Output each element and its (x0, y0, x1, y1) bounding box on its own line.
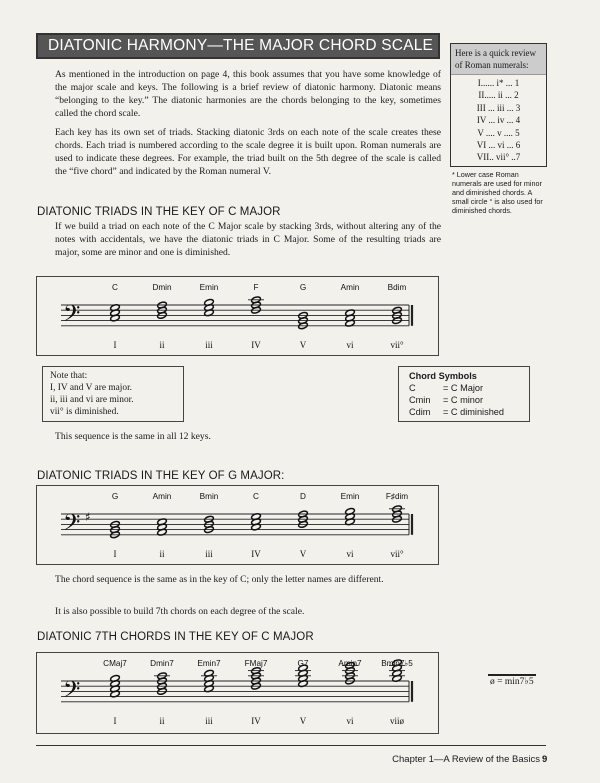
roman-review-item: VI ... vi ... 6 (476, 140, 521, 151)
chord-label: Dmin7 (150, 659, 174, 668)
chord-label: Emin7 (197, 659, 221, 668)
chord-symbol-meaning: = C Major (443, 383, 484, 393)
roman-numeral-label: V (299, 715, 307, 726)
staff-c-notation (37, 277, 437, 354)
section-c-heading: DIATONIC TRIADS IN THE KEY OF C MAJOR (37, 206, 281, 218)
page-number: 9 (542, 754, 548, 765)
chord-label: Emin (340, 492, 360, 501)
roman-review-heading: Here is a quick review of Roman numerals: (451, 44, 546, 75)
chord-symbol: C (409, 383, 416, 393)
roman-numeral-label: IV (251, 339, 261, 350)
roman-review-item: II..... ii ... 2 (478, 90, 519, 101)
roman-numeral-label: iii (205, 548, 213, 559)
chord-label: Bmin7♭5 (381, 659, 413, 668)
staff-7th-notation (37, 653, 437, 732)
chord-label: G (111, 492, 119, 501)
roman-numeral-label: I (113, 339, 117, 350)
chord-symbol-meaning: = C diminished (443, 407, 505, 417)
section-7th-heading: DIATONIC 7TH CHORDS IN THE KEY OF C MAJOR (37, 631, 314, 643)
staff-g-notation (37, 486, 437, 563)
roman-numeral-label: iii (205, 715, 213, 726)
chord-symbol: Cmin (409, 395, 431, 405)
roman-numeral-label: vi (346, 339, 354, 350)
sequence-text: This sequence is the same in all 12 keys. (55, 431, 211, 442)
section-c-text: If we build a triad on each note of the C Major scale by stacking 3rds, without altering any of the notes with accidentals, we have the diatonic triads in C Major. Some of the resulting triads are major, some are minor and one is diminished. (55, 221, 441, 258)
roman-numeral-label: I (113, 548, 117, 559)
roman-numeral-label: vii° (390, 548, 404, 559)
note-box-heading: Note that: (50, 371, 88, 381)
chord-label: Emin (199, 283, 219, 292)
section-g-text-1: The chord sequence is the same as in the key of C; only the letter names are different. (55, 574, 384, 585)
key-signature-sharp-icon: ♯ (85, 510, 91, 525)
half-diminished-legend: ø = min7♭5 (490, 677, 534, 687)
chord-label: FMaj7 (244, 659, 268, 668)
chord-label: C (253, 492, 259, 501)
bass-clef-icon: 𝄢 (63, 676, 81, 708)
footer-chapter: Chapter 1—A Review of the Basics (392, 754, 540, 765)
roman-review-item: I...... i* ... 1 (477, 78, 520, 88)
intro-paragraph-2: Each key has its own set of triads. Stacking diatonic 3rds on each note of the scale creates these chords. Each triad is numbered according to the scale degree it is built upon. Roman numerals are used to indicate these degrees. For example, the triad built on the 5th degree of the scale is called the “five chord” and indicated by the Roman numeral V. (55, 127, 441, 177)
roman-numeral-review-box (450, 43, 547, 167)
staff-7th-chords (36, 652, 439, 734)
roman-numeral-label: ii (159, 339, 165, 350)
roman-review-list (451, 75, 546, 164)
chord-label: C (112, 283, 118, 292)
chord-label: G7 (297, 659, 309, 668)
bass-clef-icon: 𝄢 (63, 300, 81, 332)
chord-symbol-row (409, 382, 519, 394)
note-box-line: vii° is diminished. (50, 407, 119, 417)
footer-rule (36, 745, 546, 746)
intro-text (55, 68, 441, 178)
roman-numeral-label: vii° (390, 339, 404, 350)
chord-label: CMaj7 (103, 659, 127, 668)
chord-symbols-box (398, 366, 530, 422)
roman-numeral-label: vi (346, 715, 354, 726)
staff-g-major (36, 485, 439, 565)
roman-numeral-label: V (299, 339, 307, 350)
note-box-line: ii, iii and vi are minor. (50, 395, 134, 405)
chord-label: Amin (340, 283, 360, 292)
chord-label: D (300, 492, 306, 501)
roman-numeral-label: ii (159, 548, 165, 559)
chord-label: Bmin (199, 492, 219, 501)
roman-numeral-label: ii (159, 715, 165, 726)
chord-label: F♯dim (385, 492, 409, 501)
roman-numeral-label: vi (346, 548, 354, 559)
intro-paragraph-1: As mentioned in the introduction on page 4, this book assumes that you have some knowledge of the major scale and keys. The following is a brief review of diatonic harmony. Diatonic means “belonging to the key.” The diatonic harmonies are the chords belonging to the key, sometimes called the chord scale. (55, 69, 441, 119)
note-box-line: I, IV and V are major. (50, 383, 133, 393)
chord-symbol-meaning: = C minor (443, 395, 484, 405)
chord-symbol: Cdim (409, 407, 431, 417)
note-that-box (42, 366, 184, 422)
chord-label: G (299, 283, 307, 292)
chord-symbol-rows (409, 382, 519, 418)
chord-symbols-heading: Chord Symbols (409, 371, 477, 381)
roman-review-footnote: * Lower case Roman numerals are used for minor and diminished chords. A small circle ° is also used for diminished chords. (452, 170, 543, 215)
section-g-text-2: It is also possible to build 7th chords on each degree of the scale. (55, 606, 305, 617)
chord-label: Dmin (152, 283, 172, 292)
roman-numeral-label: viiø (389, 715, 405, 726)
section-g-heading: DIATONIC TRIADS IN THE KEY OF G MAJOR: (37, 470, 285, 482)
chord-symbol-row (409, 406, 519, 418)
roman-review-item: VII.. vii° ..7 (476, 152, 521, 163)
chord-label: F (253, 283, 259, 292)
roman-numeral-label: IV (251, 715, 261, 726)
staff-c-major (36, 276, 439, 356)
roman-numeral-label: iii (205, 339, 213, 350)
roman-numeral-label: I (113, 715, 117, 726)
roman-review-item: III ... iii ... 3 (476, 102, 521, 113)
chord-label: Amin (152, 492, 172, 501)
roman-numeral-label: IV (251, 548, 261, 559)
roman-review-item: IV ... iv ... 4 (476, 115, 521, 126)
roman-review-item: V .... v .... 5 (477, 127, 520, 138)
page-title: DIATONIC HARMONY—THE MAJOR CHORD SCALE (36, 33, 440, 59)
bass-clef-icon: 𝄢 (63, 509, 81, 541)
chord-symbol-row (409, 394, 519, 406)
roman-numeral-label: V (299, 548, 307, 559)
chord-label: Amin7 (338, 659, 362, 668)
chord-label: Bdim (387, 283, 407, 292)
